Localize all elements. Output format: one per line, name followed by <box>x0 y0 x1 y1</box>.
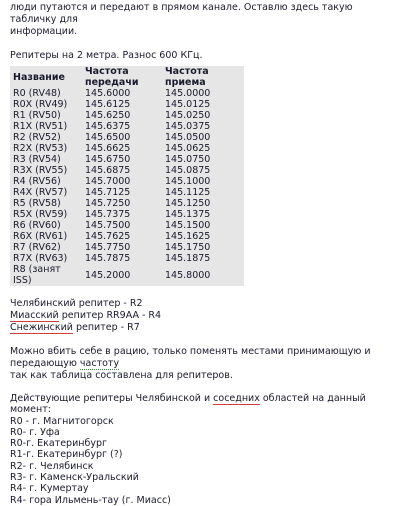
cell-rx-frequency: 145.1250 <box>165 198 211 209</box>
local-line-3 <box>10 322 400 334</box>
list-item: R0- г. Уфа <box>10 426 60 438</box>
cell-name: R6 (RV60) <box>13 220 61 231</box>
cell-name: R5X (RV59) <box>13 209 68 220</box>
cell-rx-frequency: 145.1000 <box>165 176 211 187</box>
cell-rx-frequency: 145.0125 <box>165 99 211 110</box>
intro-text <box>10 0 400 38</box>
cell-rx-frequency: 145.1875 <box>165 253 211 264</box>
cell-tx-frequency: 145.7500 <box>85 220 131 231</box>
table-row <box>10 121 244 132</box>
cell-name: R3X (RV55) <box>13 165 68 176</box>
tip-text <box>10 346 400 382</box>
cell-tx-frequency: 145.7875 <box>85 253 131 264</box>
snezhinsk-word: Снежинский <box>10 322 73 333</box>
cell-tx-frequency: 145.6375 <box>85 121 131 132</box>
table-row <box>10 242 244 253</box>
tip-line-1 <box>10 346 400 370</box>
cell-rx-frequency: 145.0750 <box>165 154 211 165</box>
table-row <box>10 88 244 99</box>
local-line-1: Челябинский репитер - R2 <box>10 298 143 309</box>
cell-rx-frequency: 145.0500 <box>165 132 211 143</box>
column-header-name: Название <box>13 71 65 83</box>
list-item: R0-г. Екатеринбург <box>10 438 107 450</box>
cell-tx-frequency: 145.6750 <box>85 154 131 165</box>
cell-rx-frequency: 145.0375 <box>165 121 211 132</box>
table-header-row <box>10 66 244 88</box>
cell-rx-frequency: 145.0875 <box>165 165 211 176</box>
cell-name: R8 (занят ISS) <box>13 264 61 286</box>
cell-tx-frequency: 145.2000 <box>85 269 131 281</box>
table-row <box>10 99 244 110</box>
cell-name: R4 (RV56) <box>13 176 61 187</box>
cell-tx-frequency: 145.7625 <box>85 231 131 242</box>
column-header-rx: Частота приема <box>165 66 209 88</box>
cell-name: R3 (RV54) <box>13 154 61 165</box>
table-row <box>10 143 244 154</box>
cell-name: R5 (RV58) <box>13 198 61 209</box>
local-line-2 <box>10 310 400 322</box>
cell-tx-frequency: 145.6500 <box>85 132 131 143</box>
local-line-2-rest: репитер RR9AA - R4 <box>58 310 162 321</box>
table-row <box>10 132 244 143</box>
cell-tx-frequency: 145.7000 <box>85 176 131 187</box>
table-row <box>10 264 244 286</box>
miass-word: Миасский <box>10 310 59 321</box>
cell-name: R1 (RV50) <box>13 110 61 121</box>
cell-rx-frequency: 145.1625 <box>165 231 211 242</box>
column-header-tx: Частота передачи <box>85 66 139 88</box>
table-row <box>10 231 244 242</box>
frequency-link[interactable]: частоту <box>79 358 120 369</box>
cell-name: R6X (RV61) <box>13 231 68 242</box>
cell-tx-frequency: 145.6000 <box>85 88 131 99</box>
list-item: R4- гора Ильмень-тау (г. Миасс) <box>10 494 171 506</box>
frequency-table <box>10 66 244 286</box>
active-repeaters <box>10 393 400 506</box>
table-row <box>10 165 244 176</box>
intro-line-2: информации. <box>10 26 78 37</box>
cell-rx-frequency: 145.0000 <box>165 88 211 99</box>
neighbor-word: соседних <box>213 393 260 404</box>
cell-name: R2X (RV53) <box>13 143 68 154</box>
repeaters-heading: Репитеры на 2 метра. Разнос 600 КГц. <box>10 50 203 61</box>
table-row <box>10 198 244 209</box>
cell-tx-frequency: 145.7750 <box>85 242 131 253</box>
tip-line-1-text: Можно вбить себе в рацию, только поменять местами принимающую и передающую <box>10 346 371 369</box>
cell-rx-frequency: 145.1750 <box>165 242 211 253</box>
list-item: R1-г. Екатеринбург (?) <box>10 449 123 461</box>
cell-name: R2 (RV52) <box>13 132 61 143</box>
active-list <box>10 416 400 506</box>
cell-rx-frequency: 145.1500 <box>165 220 211 231</box>
table-row <box>10 154 244 165</box>
cell-tx-frequency: 145.7125 <box>85 187 131 198</box>
cell-name: R0X (RV49) <box>13 99 68 110</box>
local-line-3-rest: репитер - R7 <box>72 322 140 333</box>
cell-name: R0 (RV48) <box>13 88 61 99</box>
cell-tx-frequency: 145.6125 <box>85 99 131 110</box>
list-item: R4- г. Кумертау <box>10 483 89 495</box>
table-body <box>10 88 244 286</box>
cell-name: R4X (RV57) <box>13 187 68 198</box>
table-row <box>10 176 244 187</box>
cell-tx-frequency: 145.6625 <box>85 143 131 154</box>
cell-name: R1X (RV51) <box>13 121 68 132</box>
cell-rx-frequency: 145.1375 <box>165 209 211 220</box>
cell-tx-frequency: 145.6250 <box>85 110 131 121</box>
table-row <box>10 110 244 121</box>
cell-rx-frequency: 145.0250 <box>165 110 211 121</box>
active-heading-a: Действующие репитеры Челябинской и <box>10 393 214 404</box>
table-row <box>10 187 244 198</box>
local-repeaters <box>10 298 400 334</box>
tip-line-2: так как таблица составлена для репитеров. <box>10 370 233 381</box>
cell-name: R7X (RV63) <box>13 253 68 264</box>
table-row <box>10 209 244 220</box>
cell-name: R7 (RV62) <box>13 242 61 253</box>
cell-rx-frequency: 145.0625 <box>165 143 211 154</box>
list-item: R3- г. Каменск-Уральский <box>10 472 139 484</box>
table-row <box>10 220 244 231</box>
active-heading-c: областей на данный момент: <box>10 393 366 416</box>
cell-tx-frequency: 145.7250 <box>85 198 131 209</box>
cell-tx-frequency: 145.7375 <box>85 209 131 220</box>
active-heading <box>10 393 400 416</box>
list-item: R2- г. Челябинск <box>10 460 94 472</box>
cell-tx-frequency: 145.6875 <box>85 165 131 176</box>
list-item: R0 - г. Магнитогорск <box>10 415 114 427</box>
cell-rx-frequency: 145.8000 <box>165 269 211 281</box>
intro-line-1: люди путаются и передают в прямом канале. Оставлю здесь такую табличку для <box>10 2 353 25</box>
table-row <box>10 253 244 264</box>
cell-rx-frequency: 145.1125 <box>165 187 211 198</box>
